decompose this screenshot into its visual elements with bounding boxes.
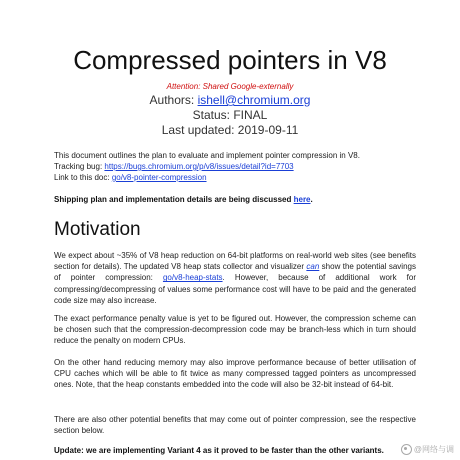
motivation-paragraph-3: On the other hand reducing memory may also improve performance because of better utilisation of CPU caches which will be able to fit twice as many compressed tagged pointers as uncompressed ones. Note, that the heap constants embedded into the code will also be 32-bit instead of 64-bit. <box>54 358 416 390</box>
can-link[interactable]: can <box>306 262 320 272</box>
last-updated-line: Last updated: 2019-09-11 <box>161 123 299 137</box>
intro-summary: This document outlines the plan to evaluate and implement pointer compression in V8. <box>54 151 360 160</box>
authors-line <box>0 93 460 107</box>
watermark <box>401 444 454 455</box>
intro-block <box>54 150 414 183</box>
attention-note: Attention: Shared Google-externally <box>166 82 294 91</box>
status-line: Status: FINAL <box>192 108 268 122</box>
weibo-logo-icon <box>401 444 412 455</box>
shipping-here-link[interactable]: here <box>293 195 311 204</box>
author-email-link[interactable]: ishell@chromium.org <box>197 93 311 107</box>
shipping-note <box>54 195 414 204</box>
authors-label: Authors: <box>149 93 198 107</box>
motivation-paragraph-2: The exact performance penalty value is yet to be figured out. However, the compression scheme can be chosen such that the compression-decompression code may be branch-less which in turn should reduce the penalty on modern CPUs. <box>54 314 416 346</box>
tracking-bug-line <box>54 161 414 172</box>
heap-stats-link[interactable]: go/v8-heap-stats <box>162 273 223 283</box>
doc-link-line <box>54 172 414 183</box>
tracking-bug-link[interactable]: https://bugs.chromium.org/p/v8/issues/detail?id=7703 <box>104 162 294 171</box>
motivation-paragraph-4: There are also other potential benefits that may come out of pointer compression, see the respective section below. <box>54 415 416 436</box>
watermark-text: @网络与调 <box>413 445 454 454</box>
doc-short-link[interactable]: go/v8-pointer-compression <box>111 173 207 182</box>
p1-text-a: We expect about ~35% of V8 heap reduction on 64-bit platforms on real-world web sites (see benefits section for details). The updated V8 heap stats collector and visualizer <box>54 251 416 272</box>
p1-text-c: . However, because of additional work for compressing/decompressing of values some performance cost will have to be paid and the generated code size may also increase. <box>54 273 416 305</box>
document-title: Compressed pointers in V8 <box>73 45 387 75</box>
update-note: Update: we are implementing Variant 4 as it proved to be faster than the other variants. <box>54 446 384 455</box>
tracking-bug-label: Tracking bug: <box>54 162 105 171</box>
shipping-text: Shipping plan and implementation details are being discussed <box>54 195 294 204</box>
doc-link-label: Link to this doc: <box>54 173 112 182</box>
shipping-end: . <box>310 195 313 204</box>
motivation-paragraph-1 <box>54 250 416 306</box>
motivation-heading: Motivation <box>54 219 141 240</box>
p1-text-b: show the potential savings of pointer compression: <box>54 262 416 283</box>
